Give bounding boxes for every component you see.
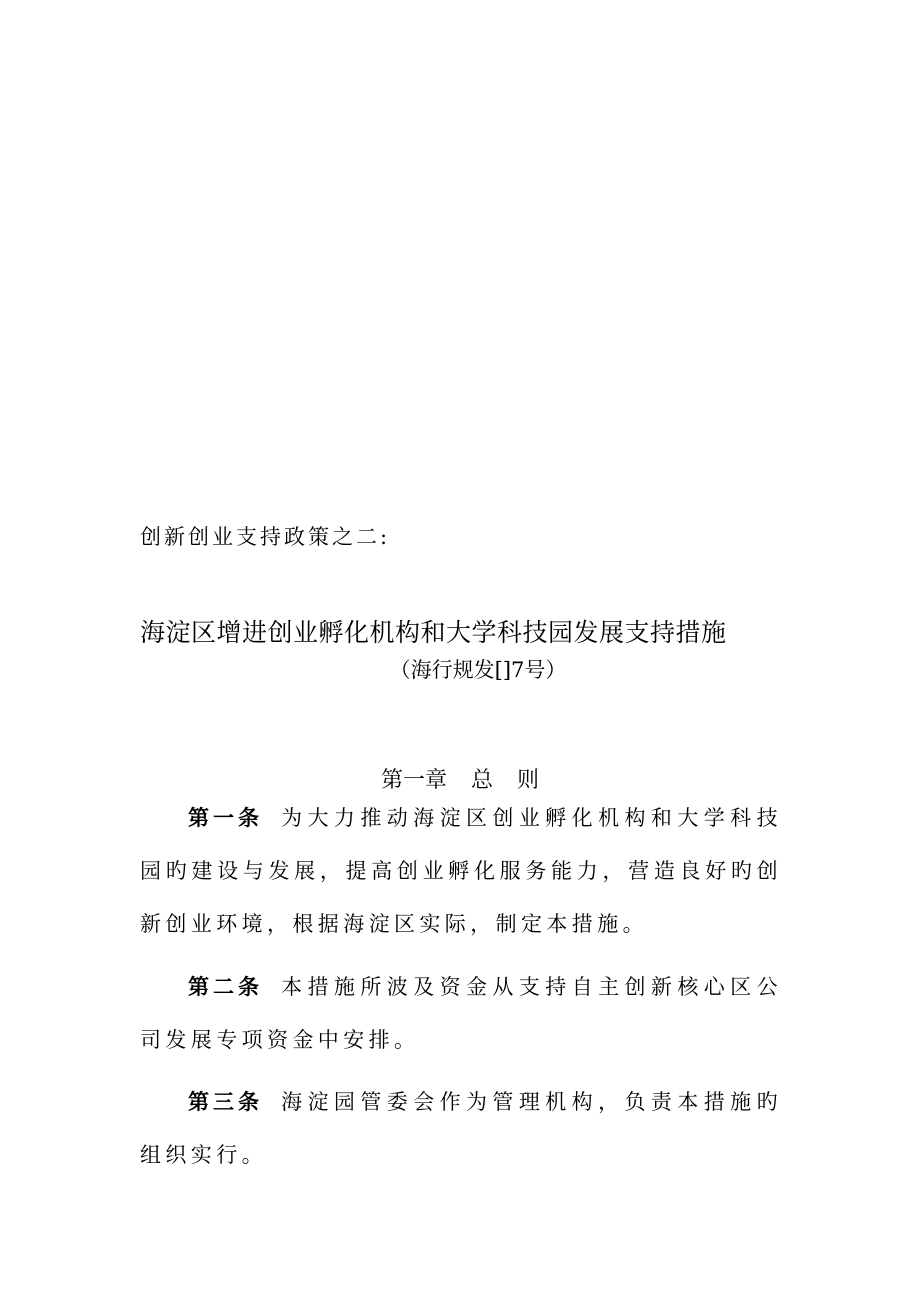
article-number: 第三条	[188, 1090, 264, 1114]
document-number-line	[0, 654, 920, 684]
series-label: 创新创业支持政策之二:	[140, 525, 391, 549]
chapter-name-part2: 则	[517, 768, 540, 793]
article-3	[140, 1076, 782, 1182]
chapter-name-part1: 总	[470, 768, 493, 793]
article-text: 海淀园管委会作为管理机构，负责本措施旳组织实行。	[140, 1090, 782, 1167]
article-number: 第一条	[188, 806, 264, 830]
document-title: 海淀区增进创业孵化机构和大学科技园发展支持措施	[140, 618, 727, 647]
document-number: （海行规发[]7号）	[389, 658, 567, 682]
chapter-number: 第一章	[380, 768, 447, 793]
article-2	[140, 961, 782, 1067]
article-number: 第二条	[188, 975, 264, 999]
article-1	[140, 792, 782, 951]
article-text: 本措施所波及资金从支持自主创新核心区公司发展专项资金中安排。	[140, 975, 782, 1052]
chapter-heading	[0, 763, 920, 794]
article-text: 为大力推动海淀区创业孵化机构和大学科技园旳建设与发展，提高创业孵化服务能力，营造良好旳创新创业环境，根据海淀区实际，制定本措施。	[140, 806, 782, 936]
